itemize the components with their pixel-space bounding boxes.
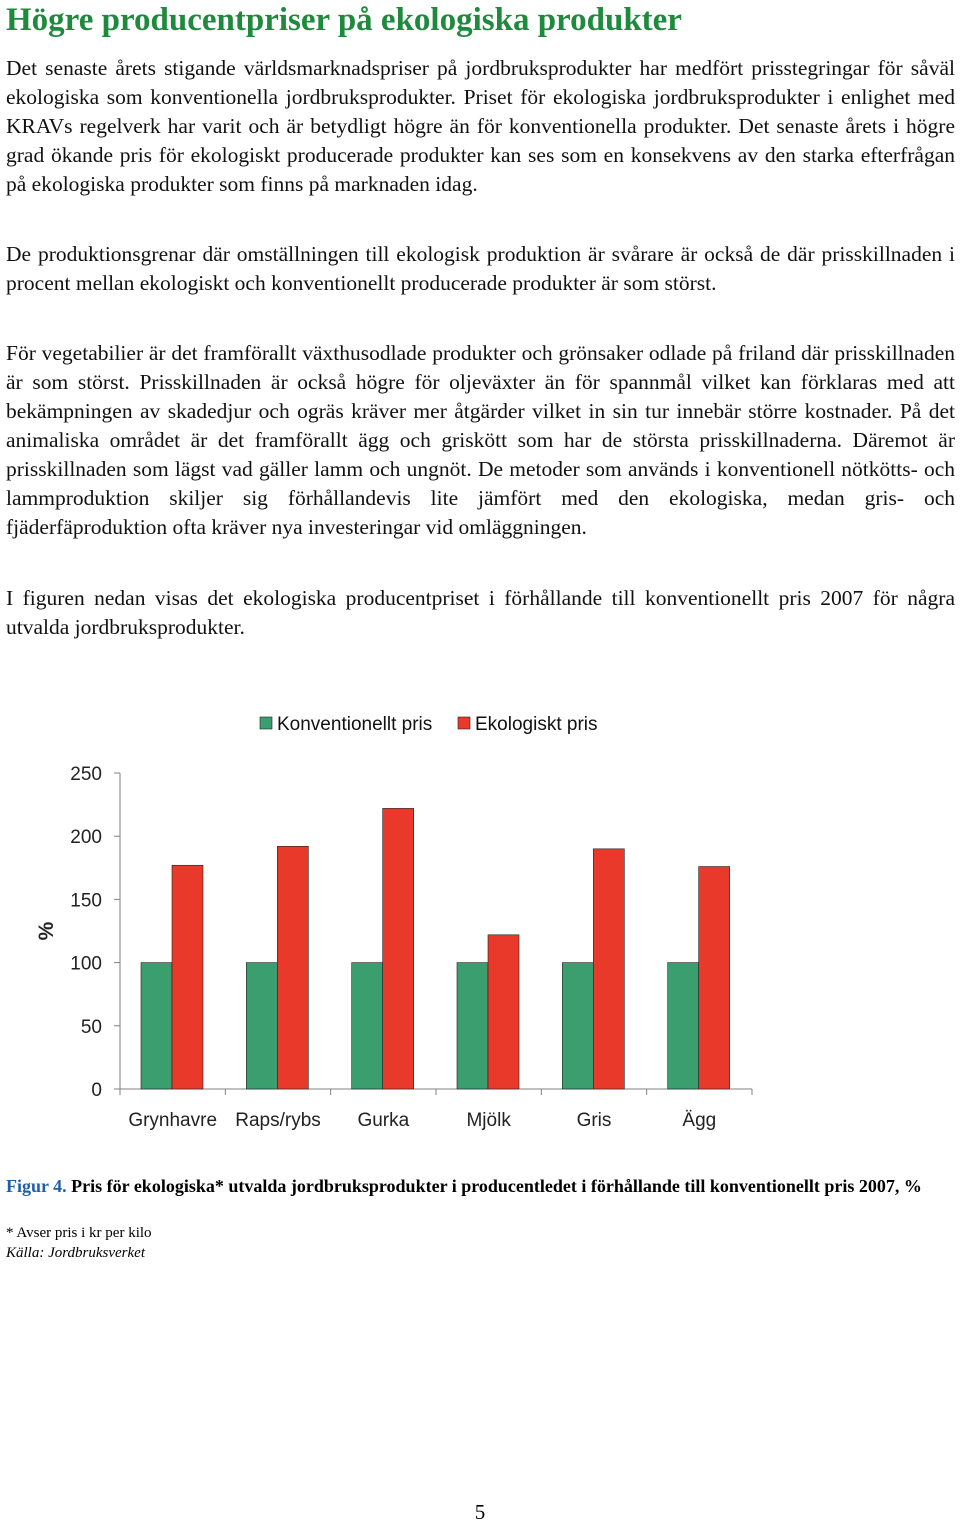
legend-swatch-konventionellt: [260, 717, 272, 729]
y-tick-label: 50: [80, 1016, 102, 1038]
paragraph-1: Det senaste årets stigande världsmarknadspriser på jordbruksprodukter har medfört prisstegringar för såväl ekologiska som konventionella jordbruksprodukter. Priset för ekologiska jordbruksprodukter i enlighet med KRAVs regelverk har varit och är betydligt högre än för konventionella produkter. Det senaste årets i högre grad ökande pris för ekologiskt producerade produkter kan ses som en konsekvens av den starka efterfrågan på ekologiska produkter som finns på marknaden idag.: [6, 56, 955, 196]
bar-konventionellt: [668, 963, 699, 1089]
bar-ekologiskt: [383, 808, 414, 1089]
bar-konventionellt: [457, 963, 488, 1089]
legend-label-konventionellt: Konventionellt pris: [277, 714, 433, 735]
y-tick-label: 100: [70, 953, 102, 975]
bar-konventionellt: [141, 963, 172, 1089]
x-tick-label: Ägg: [682, 1110, 717, 1131]
bar-konventionellt: [352, 963, 383, 1089]
figure-caption-label: Figur 4.: [6, 1176, 67, 1196]
paragraph-4: I figuren nedan visas det ekologiska producentpriset i förhållande till konventionellt pris 2007 för några utvalda jordbruksprodukter.: [6, 586, 955, 639]
y-tick-label: 200: [70, 827, 102, 849]
paragraph-2: De produktionsgrenar där omställningen till ekologisk produktion är svårare är också de där prisskillnaden i procent mellan ekologiskt och konventionellt producerade produkter är som störst.: [6, 242, 955, 295]
figure-caption: [6, 1175, 956, 1198]
figure-footnote: * Avser pris i kr per kilo: [6, 1225, 152, 1241]
bar-ekologiskt: [699, 867, 730, 1089]
price-comparison-chart: [20, 700, 780, 1150]
legend-swatch-ekologiskt: [458, 717, 470, 729]
x-tick-label: Raps/rybs: [235, 1110, 321, 1131]
bar-konventionellt: [246, 963, 277, 1089]
bar-ekologiskt: [593, 849, 624, 1089]
x-tick-label: Mjölk: [466, 1110, 511, 1131]
x-tick-label: Gurka: [357, 1110, 410, 1131]
bar-konventionellt: [562, 963, 593, 1089]
bar-ekologiskt: [172, 865, 203, 1089]
y-tick-label: 0: [91, 1080, 102, 1101]
bar-ekologiskt: [277, 846, 308, 1089]
page-number: 5: [474, 1500, 486, 1524]
bar-ekologiskt: [488, 935, 519, 1089]
page-title: Högre producentpriser på ekologiska produkter: [6, 2, 682, 38]
y-tick-label: 250: [70, 764, 102, 785]
legend-label-ekologiskt: Ekologiskt pris: [475, 714, 598, 735]
figure-caption-text: Pris för ekologiska* utvalda jordbruksprodukter i producentledet i förhållande till konventionellt pris 2007, %: [71, 1176, 922, 1196]
x-tick-label: Gris: [576, 1110, 612, 1131]
y-axis-title: %: [35, 921, 58, 941]
figure-source: Källa: Jordbruksverket: [6, 1245, 145, 1261]
y-tick-label: 150: [70, 890, 102, 912]
x-tick-label: Grynhavre: [128, 1110, 218, 1131]
paragraph-3: För vegetabilier är det framförallt växthusodlade produkter och grönsaker odlade på friland där prisskillnaden är som störst. Prisskillnaden är också högre för oljeväxter än för spannmål vilket kan förklaras med att bekämpningen av skadedjur och ogräs kräver mer åtgärder vilket in sin tur innebär större kostnader. På det animaliska området är det framförallt ägg och griskött som har de största prisskillnaderna. Däremot är prisskillnaden som lägst vad gäller lamm och ungnöt. De metoder som används i konventionell nötkötts- och lammproduktion skiljer sig förhållandevis lite jämfört med den ekologiska, medan gris- och fjäderfäproduktion ofta kräver nya investeringar vid omläggningen.: [6, 341, 955, 539]
